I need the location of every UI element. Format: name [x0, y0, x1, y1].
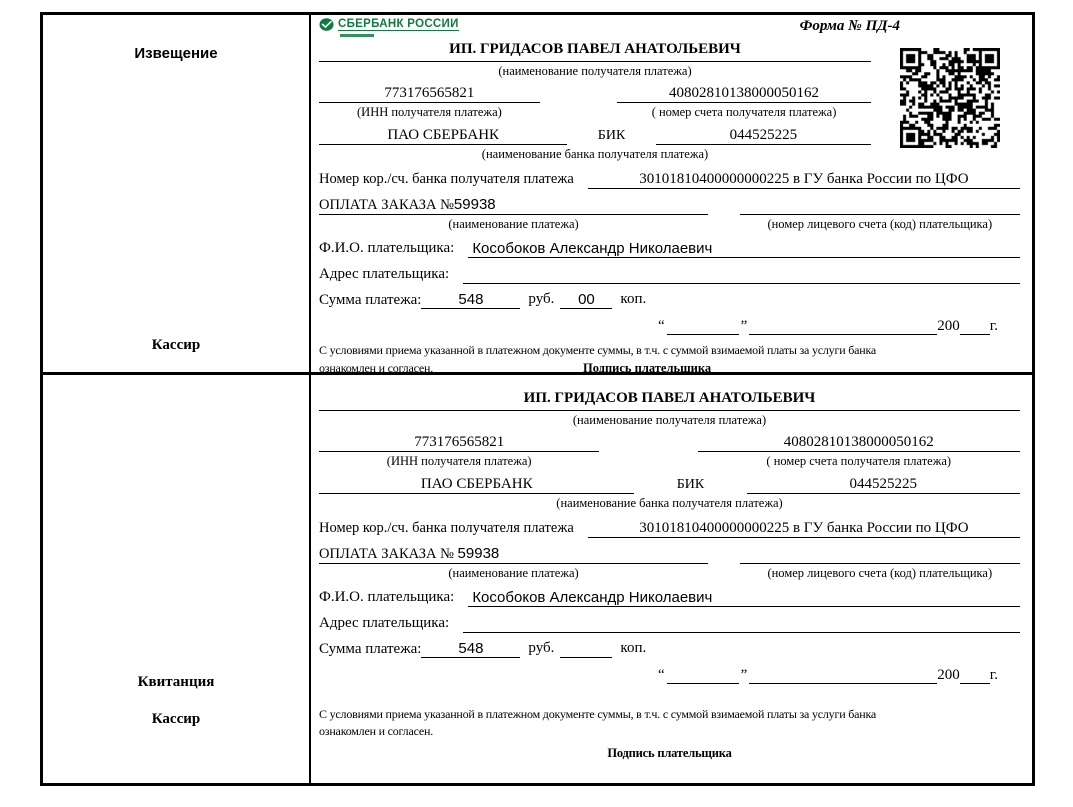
payee-name-caption: (наименование получателя платежа) — [572, 413, 767, 427]
personal-account-caption: (номер лицевого счета (код) плательщика) — [767, 566, 993, 580]
corr-account-row — [319, 165, 1020, 189]
date-row — [319, 660, 1020, 684]
payee-numbers-captions — [319, 105, 871, 120]
payer-name-label: Ф.И.О. плательщика: — [319, 589, 455, 605]
terms-line2: ознакомлен и согласен. — [319, 724, 434, 739]
personal-account-caption: (номер лицевого счета (код) плательщика) — [767, 217, 993, 231]
payment-name-caption: (наименование платежа) — [448, 566, 579, 580]
payee-account-value: 40802810138000050162 — [698, 434, 1020, 452]
payee-name: ИП. ГРИДАСОВ ПАВЕЛ АНАТОЛЬЕВИЧ — [319, 390, 1020, 411]
payee-numbers-captions — [319, 454, 1020, 469]
payment-purpose-row — [319, 190, 1020, 215]
terms-text — [319, 342, 1020, 378]
inn-caption: (ИНН получателя платежа) — [357, 105, 502, 119]
signature-label: Подпись плательщика — [607, 745, 732, 760]
order-number: 59938 — [453, 196, 496, 213]
personal-account-blank — [740, 213, 1020, 215]
year-suffix: г. — [989, 667, 998, 683]
signature-label: Подпись плательщика — [583, 361, 712, 376]
quote-close: ” — [740, 667, 748, 683]
payer-address-row — [319, 609, 1020, 633]
notice-content — [311, 15, 1032, 376]
bank-row — [319, 472, 1020, 494]
date-row — [319, 311, 1020, 335]
account-caption: ( номер счета получателя платежа) — [651, 105, 837, 119]
payer-address-value — [463, 632, 1020, 633]
payment-name-caption: (наименование платежа) — [448, 217, 579, 231]
rub-label: руб. — [528, 291, 555, 307]
receipt-stub — [43, 375, 311, 783]
year-blank — [960, 319, 990, 335]
amount-rub-value: 548 — [421, 291, 520, 309]
payer-name-row — [319, 234, 1020, 258]
date-month-blank — [749, 668, 937, 684]
sberbank-logo-text: СБЕРБАНК РОССИИ — [338, 18, 459, 30]
payee-name-caption: (наименование получателя платежа) — [498, 64, 692, 78]
notice-cashier-label: Кассир — [151, 337, 201, 353]
payee-inn-value: 773176565821 — [319, 434, 599, 452]
quote-open: “ — [657, 667, 665, 683]
notice-section — [43, 15, 1032, 375]
payer-name-row — [319, 583, 1020, 607]
payment-purpose-prefix: ОПЛАТА ЗАКАЗА № — [319, 197, 454, 213]
bank-name-caption: (наименование банка получателя платежа) — [481, 147, 709, 161]
terms-line2: ознакомлен и согласен. — [319, 361, 434, 376]
payee-numbers-row — [319, 82, 871, 103]
amount-kop-value: 00 — [560, 291, 612, 309]
amount-label: Сумма платежа: — [319, 641, 422, 657]
payee-numbers-row — [319, 431, 1020, 452]
bank-row — [319, 123, 871, 145]
payee-name: ИП. ГРИДАСОВ ПАВЕЛ АНАТОЛЬЕВИЧ — [319, 41, 871, 62]
year-suffix: г. — [989, 318, 998, 334]
sberbank-logo — [319, 18, 459, 31]
corr-account-value: 30101810400000000225 в ГУ банка России по ЦФО — [588, 520, 1020, 538]
bik-value: 044525225 — [747, 476, 1020, 494]
terms-line1: С условиями приема указанной в платежном документе суммы, в т.ч. с суммой взимаемой платы за услуги банка — [319, 707, 877, 721]
corr-account-label: Номер кор./сч. банка получателя платежа — [319, 171, 574, 187]
receipt-section — [43, 375, 1032, 783]
quote-close: ” — [740, 318, 748, 334]
year-blank — [960, 668, 990, 684]
bank-name-value: ПАО СБЕРБАНК — [319, 476, 634, 494]
receipt-content — [311, 375, 1032, 783]
payer-address-label: Адрес плательщика: — [319, 615, 450, 631]
bank-name-value: ПАО СБЕРБАНК — [319, 127, 567, 145]
notice-title: Извещение — [134, 45, 218, 62]
notice-top-row — [319, 18, 1020, 40]
order-number: 59938 — [457, 545, 500, 562]
quote-open: “ — [657, 318, 665, 334]
bank-name-caption: (наименование банка получателя платежа) — [556, 496, 783, 510]
payer-name-label: Ф.И.О. плательщика: — [319, 240, 455, 256]
notice-stub — [43, 15, 311, 372]
receipt-title: Квитанция — [137, 674, 215, 690]
qr-code — [900, 48, 1000, 148]
payment-purpose-row — [319, 539, 1020, 564]
payment-captions-row — [319, 566, 1020, 581]
sberbank-logo-icon — [319, 18, 334, 31]
personal-account-blank — [740, 562, 1020, 564]
amount-row — [319, 635, 1020, 658]
payer-address-row — [319, 260, 1020, 284]
amount-kop-value — [560, 657, 612, 658]
amount-row — [319, 286, 1020, 309]
date-day-blank — [667, 319, 739, 335]
terms-line1: С условиями приема указанной в платежном документе суммы, в т.ч. с суммой взимаемой платы за услуги банка — [319, 343, 877, 357]
date-month-blank — [749, 319, 937, 335]
form-number-label: Форма № ПД-4 — [799, 18, 900, 34]
pd4-payment-form — [40, 12, 1035, 786]
receipt-cashier-label: Кассир — [151, 711, 201, 727]
rub-label: руб. — [528, 640, 555, 656]
amount-label: Сумма платежа: — [319, 292, 422, 308]
inn-caption: (ИНН получателя платежа) — [386, 454, 532, 468]
payee-inn-value: 773176565821 — [319, 85, 540, 103]
payer-name-value: Кособоков Александр Николаевич — [468, 240, 1020, 258]
kop-label: коп. — [620, 291, 647, 307]
sberbank-logo-subtext-bar — [340, 34, 374, 37]
kop-label: коп. — [620, 640, 647, 656]
year-prefix: 200 — [937, 318, 960, 334]
corr-account-label: Номер кор./сч. банка получателя платежа — [319, 520, 574, 536]
payment-captions-row — [319, 217, 1020, 232]
payer-name-value: Кособоков Александр Николаевич — [468, 589, 1020, 607]
date-day-blank — [667, 668, 739, 684]
payer-address-label: Адрес плательщика: — [319, 266, 450, 282]
terms-text — [319, 706, 1020, 762]
amount-rub-value: 548 — [421, 640, 520, 658]
year-prefix: 200 — [937, 667, 960, 683]
account-caption: ( номер счета получателя платежа) — [766, 454, 952, 468]
corr-account-value: 30101810400000000225 в ГУ банка России по ЦФО — [588, 171, 1020, 189]
bik-label: БИК — [597, 128, 626, 143]
payment-purpose-prefix: ОПЛАТА ЗАКАЗА № — [319, 546, 454, 562]
bik-value: 044525225 — [656, 127, 871, 145]
corr-account-row — [319, 514, 1020, 538]
bik-label: БИК — [676, 477, 705, 492]
payer-address-value — [463, 283, 1020, 284]
payee-account-value: 40802810138000050162 — [617, 85, 871, 103]
